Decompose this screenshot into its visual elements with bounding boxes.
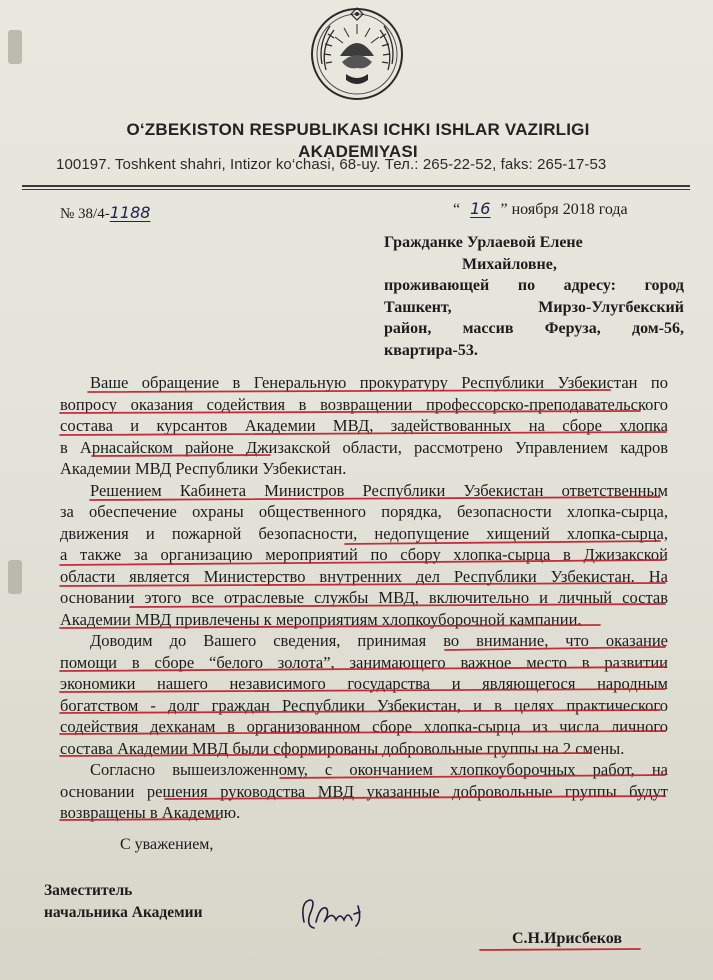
addressee-line: квартира-53. bbox=[384, 341, 478, 359]
reference-number bbox=[60, 203, 150, 223]
reference-handwritten: 1188 bbox=[109, 203, 151, 222]
date-day-handwritten: 16 bbox=[470, 199, 491, 218]
state-emblem-icon bbox=[304, 4, 410, 104]
body-line: а также за организацию мероприятий по сбору хлопка-сырца в Джизакской bbox=[60, 545, 668, 564]
red-underline-mark bbox=[480, 949, 640, 950]
body-line: Академии МВД Республики Узбекистан. bbox=[60, 459, 347, 478]
closing-regards: С уважением, bbox=[120, 836, 214, 853]
signer-title bbox=[44, 880, 203, 924]
organization-address: 100197. Toshkent shahri, Intizor ko‘chasi, 68-uy. Тел.: 265-22-52, faks: 265-17-53 bbox=[56, 156, 607, 173]
header-divider bbox=[22, 185, 690, 187]
addressee-line: район, массив Феруза, дом-56, bbox=[384, 320, 684, 337]
body-line: состава и курсантов Академии МВД, задействованных на сборе хлопка bbox=[60, 416, 668, 435]
body-line: богатством - долг граждан Республики Узбекистан, и в целях практического bbox=[60, 695, 668, 715]
addressee-line: Михайловне, bbox=[462, 255, 557, 273]
addressee-line: проживающей по адресу: город bbox=[384, 277, 684, 294]
date-open-quote: “ bbox=[453, 201, 461, 218]
body-line: Доводим до Вашего сведения, принимая во внимание, что оказание bbox=[90, 631, 668, 650]
header-divider-thin bbox=[22, 189, 690, 190]
letter-date bbox=[453, 199, 628, 219]
handwritten-signature bbox=[296, 892, 376, 936]
organization-name: O‘ZBEKISTON RESPUBLIKASI ICHKI ISHLAR VAZIRLIGI bbox=[126, 120, 590, 139]
body-line: движения и пожарной безопасности, недопущение хищений хлопка-сырца, bbox=[60, 523, 668, 543]
organization-name-line2: AKADEMIYASI bbox=[298, 142, 418, 161]
signer-name: С.Н.Ирисбеков bbox=[512, 930, 622, 947]
addressee-block bbox=[384, 232, 684, 361]
signer-title-line1: Заместитель bbox=[44, 882, 133, 899]
body-line: Академии МВД привлечены к мероприятиям хлопкоуборочной кампании. bbox=[60, 609, 582, 629]
body-line: содействия дехканам в организованном сборе хлопка-сырца из числа личного bbox=[60, 717, 668, 736]
body-line: Ваше обращение в Генеральную прокуратуру Республики Узбекистан по bbox=[90, 373, 668, 392]
body-line: в Арнасайском районе Джизакской области, рассмотрено Управлением кадров bbox=[60, 437, 668, 457]
body-line: Согласно вышеизложенному, с окончанием хлопкоуборочных работ, на bbox=[90, 760, 668, 779]
letter-body bbox=[60, 372, 668, 824]
addressee-line: Ташкент, Мирзо-Улугбекский bbox=[384, 298, 684, 316]
body-line: возвращены в Академию. bbox=[60, 803, 241, 822]
body-line: вопросу оказания содействия в возвращении профессорско-преподавательского bbox=[60, 394, 668, 414]
date-close-quote: ” bbox=[500, 201, 508, 218]
signer-title-line2: начальника Академии bbox=[44, 904, 203, 921]
body-line: помощи в сборе “белого золота”, занимающего важное место в развитии bbox=[60, 652, 668, 672]
addressee-line: Гражданке Урлаевой Елене bbox=[384, 234, 583, 251]
body-line: Решением Кабинета Министров Республики Узбекистан ответственным bbox=[90, 480, 668, 500]
body-line: за обеспечение охраны общественного порядка, безопасности хлопка-сырца, bbox=[60, 502, 668, 521]
staple-mark bbox=[8, 30, 22, 64]
body-line: экономики нашего независимого государства и являющегося народным bbox=[60, 674, 668, 693]
body-line: основании решения руководства МВД указанные добровольные группы будут bbox=[60, 781, 668, 801]
body-line: состава Академии МВД были сформированы добровольные группы на 2 смены. bbox=[60, 738, 625, 758]
body-line: области является Министерство внутренних дел Республики Узбекистан. На bbox=[60, 566, 668, 586]
reference-prefix: № 38/4- bbox=[60, 206, 110, 222]
body-line: основании этого все отраслевые службы МВД, включительно и личный состав bbox=[60, 588, 668, 607]
staple-mark bbox=[8, 560, 22, 594]
date-month-year: ноября 2018 года bbox=[511, 201, 628, 218]
